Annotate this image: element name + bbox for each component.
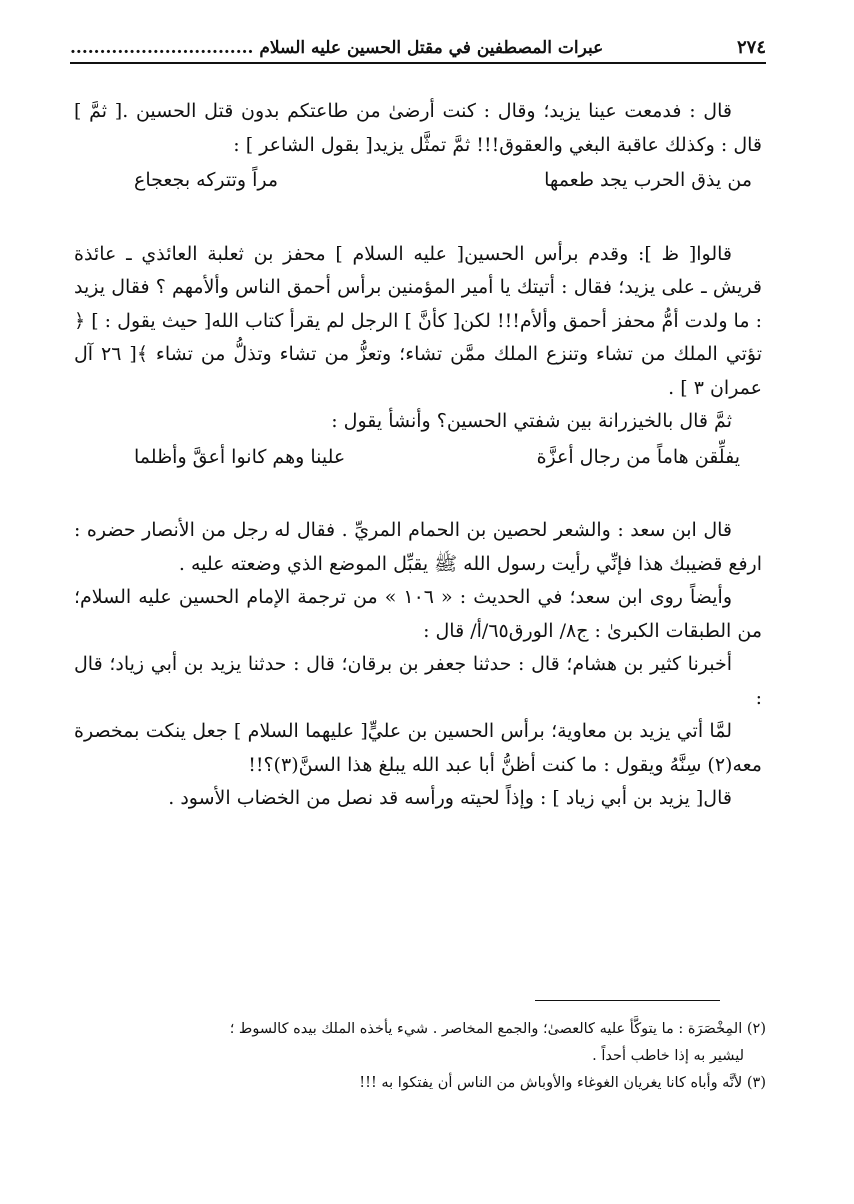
verse-2-hemistich-1: يفلِّقن هاماً من رجال أعزَّة	[536, 445, 740, 468]
main-text	[74, 95, 762, 816]
paragraph-8: قال[ يزيد بن أبي زياد ] : وإذاً لحيته ورأسه قد نصل من الخضاب الأسود .	[168, 787, 732, 809]
section-gap	[74, 476, 762, 514]
page-header	[70, 28, 766, 58]
paragraph-7: لمَّا أتي يزيد بن معاوية؛ برأس الحسين بن عليٍّ[ عليهما السلام ] جعل ينكت بمخصرة معه(٢) سِنَّهُ ويقول : ما كنت أظنُّ أبا عبد الله يبلغ هذا السنَّ(٣)؟!!	[74, 720, 762, 776]
footnote-2-line-2: ليشير به إذا خاطب أحداً .	[592, 1048, 744, 1064]
header-rule	[70, 62, 766, 64]
section-gap	[74, 200, 762, 238]
verse-2	[74, 441, 762, 475]
footnote-2	[70, 1016, 766, 1070]
verse-2-hemistich-2: علينا وهم كانوا أعقَّ وأظلما	[134, 445, 346, 468]
paragraph-1: قال : فدمعت عينا يزيد؛ وقال : كنت أرضىٰ من طاعتكم بدون قتل الحسين .[ ثمَّ ] قال : وكذلك عاقبة البغي والعقوق!!! ثمَّ تمثَّل يزيد[ بقول الشاعر ] :	[74, 100, 762, 156]
verse-1-hemistich-1: من يذق الحرب يجد طعمها	[544, 169, 752, 191]
paragraph-2: قالوا[ ظ ]: وقدم برأس الحسين[ عليه السلام ] محفز بن ثعلبة العائذي ـ عائذة قريش ـ على يزيد؛ فقال : أتيتك يا أمير المؤمنين برأس أحمق الناس وألأمهم ؟ فقال يزيد : ما ولدت أمُّ محفز أحمق وألأم!!! لكن[ كأنَّ ] الرجل لم يقرأ كتاب الله[ حيث يقول : ] ﴿ تؤتي الملك من تشاء وتنزع الملك ممَّن تشاء؛ وتعزُّ من تشاء وتذلُّ من تشاء ﴾[ ٢٦ آل عمران ٣ ] .	[74, 242, 762, 399]
footnotes	[70, 1016, 766, 1097]
footnote-2-line-1: (٢) المِخْصَرَة : ما يتوكَّأ عليه كالعصىٰ؛ والجمع المخاصر . شيء يأخذه الملك بيده كالسوط ؛	[229, 1021, 766, 1037]
footnote-rule	[535, 1000, 720, 1001]
paragraph-6: أخبرنا كثير بن هشام؛ قال : حدثنا جعفر بن برقان؛ قال : حدثنا يزيد بن أبي زياد؛ قال :	[74, 653, 762, 709]
page-number: ٢٧٤	[736, 37, 766, 58]
paragraph-4: قال ابن سعد : والشعر لحصين بن الحمام المريِّ . فقال له رجل من الأنصار حضره : ارفع قضيبك هذا فإنِّي رأيت رسول الله ﷺ يقبِّل الموضع الذي وضعته عليه .	[74, 519, 762, 575]
verse-1	[74, 164, 762, 198]
paragraph-5: وأيضاً روى ابن سعد؛ في الحديث : « ١٠٦ » من ترجمة الإمام الحسين عليه السلام؛ من الطبقات الكبرىٰ : ج٨/ الورق٦٥/أ/ قال :	[74, 586, 762, 642]
paragraph-3: ثمَّ قال بالخيزرانة بين شفتي الحسين؟ وأنشأ يقول :	[331, 410, 732, 432]
footnote-3: (٣) لأنَّه وأباه كانا يغريان الغوغاء والأوباش من الناس أن يفتكوا به !!!	[359, 1075, 766, 1091]
running-title: عبرات المصطفين في مقتل الحسين عليه السلام ...............................	[70, 38, 604, 58]
verse-1-hemistich-2: مراً وتتركه بجعجاع	[134, 169, 279, 191]
